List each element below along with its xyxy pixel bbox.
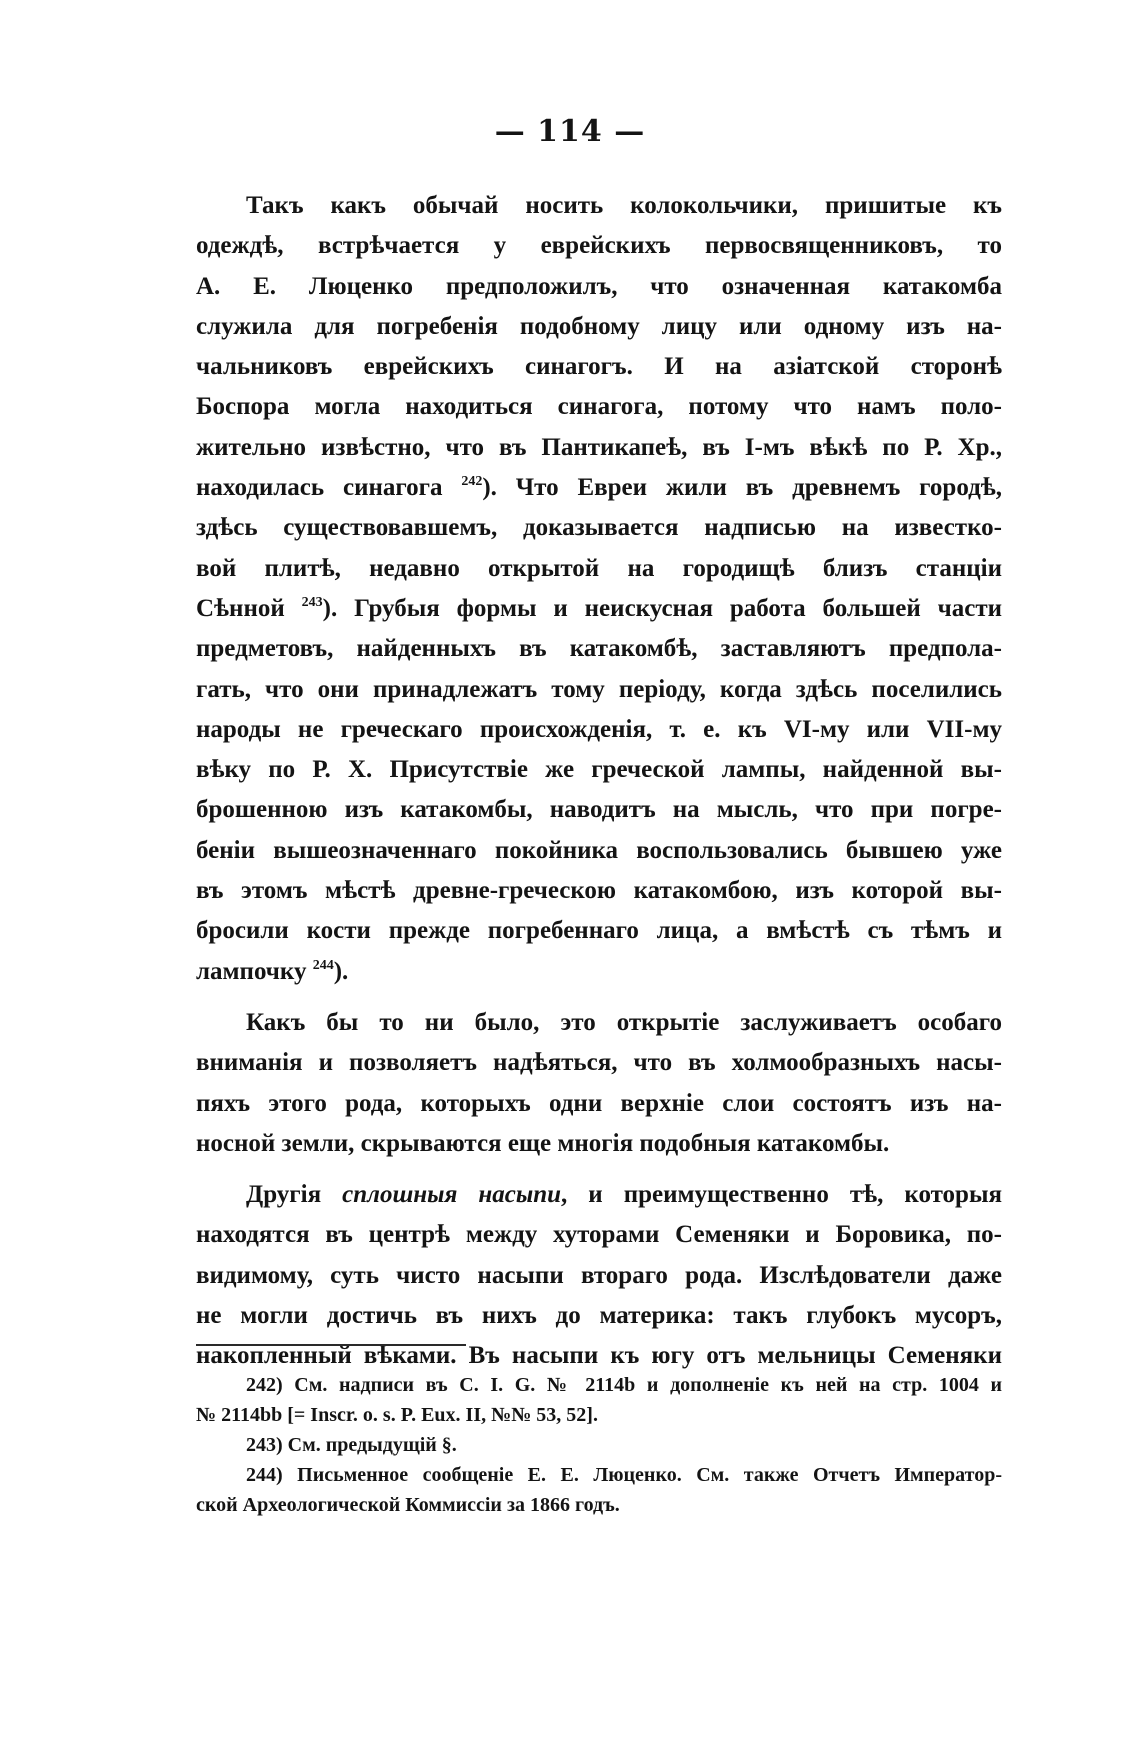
footnote-ref: 244 — [312, 957, 334, 973]
text-line — [196, 1175, 1002, 1215]
text-line: вниманія и позволяетъ надѣяться, что въ холмообразныхъ насы- — [196, 1049, 1002, 1077]
footnote-line: ской Археологической Коммиссіи за 1866 годъ. — [196, 1494, 620, 1516]
page-number: — 114 — — [494, 114, 646, 149]
paragraph-1 — [196, 186, 1002, 992]
text-line: не могли достичь въ нихъ до материка: такъ глубокъ мусоръ, — [196, 1302, 1002, 1330]
text-line: вѣку по Р. Х. Присутствіе же греческой лампы, найденной вы- — [196, 756, 1002, 784]
text-line: одеждѣ, встрѣчается у еврейскихъ первосвященниковъ, то — [196, 232, 1002, 260]
text-line: А. Е. Люценко предположилъ, что означенная катакомба — [196, 272, 1002, 300]
text-line: вой плитѣ, недавно открытой на городищѣ близъ станціи — [196, 554, 1002, 582]
text-line: Такъ какъ обычай носить колокольчики, пришитые къ — [246, 192, 1002, 219]
text-line: предметовъ, найденныхъ въ катакомбѣ, заставляютъ предпола- — [196, 635, 1002, 663]
text-line — [196, 468, 1002, 508]
text-line: въ этомъ мѣстѣ древне-греческою катакомбою, изъ которой вы- — [196, 877, 1002, 905]
text-line: видимому, суть чисто насыпи втораго рода. Изслѣдователи даже — [196, 1261, 1002, 1289]
text-line: Боспора могла находиться синагога, потому что намъ поло- — [196, 393, 1002, 421]
text-line: чальниковъ еврейскихъ синагогъ. И на азіатской сторонѣ — [196, 353, 1002, 381]
footnote-line: № 2114bb [= Inscr. o. s. P. Eux. II, №№ 53, 52]. — [196, 1404, 598, 1426]
text-line: служила для погребенія подобному лицу или одному изъ на- — [196, 312, 1002, 340]
text-line: здѣсь существовавшемъ, доказывается надписью на известко- — [196, 514, 1002, 542]
text-line: бросили кости прежде погребеннаго лица, а вмѣстѣ съ тѣмъ и — [196, 917, 1002, 945]
footnote-ref: 242 — [461, 474, 483, 490]
text-line: беніи вышеозначеннаго покойника воспользовались бывшею уже — [196, 836, 1002, 864]
text-segment: лампочку — [196, 957, 307, 985]
footnote-divider — [196, 1344, 466, 1346]
text-line: народы не греческаго происхожденія, т. е. къ VI-му или VII-му — [196, 715, 1002, 743]
footnote-line: 242) См. надписи въ C. I. G. № 2114b и дополненіе къ ней на стр. 1004 и — [246, 1374, 1002, 1396]
text-line — [196, 589, 1002, 629]
text-segment: Сѣнной — [196, 594, 285, 622]
footnote-line: 244) Письменное сообщеніе Е. Е. Люценко. См. также Отчетъ Император- — [246, 1464, 1002, 1486]
text-line: носной земли, скрываются еще многія подобныя катакомбы. — [196, 1129, 890, 1157]
text-line: жительно извѣстно, что въ Пантикапеѣ, въ I-мъ вѣкѣ по Р. Хр., — [196, 433, 1002, 461]
paragraph-2 — [196, 1003, 1002, 1164]
text-segment: находилась синагога — [196, 474, 443, 502]
paragraph-3 — [196, 1175, 1002, 1376]
italic-term: сплошныя насыпи — [342, 1181, 562, 1209]
text-line: брошенною изъ катакомбы, наводитъ на мысль, что при погре- — [196, 796, 1002, 824]
text-segment: ). — [333, 957, 349, 985]
text-line — [196, 952, 1002, 992]
text-segment: , и преимущественно тѣ, которыя — [561, 1181, 1002, 1209]
text-line: находятся въ центрѣ между хуторами Семеняки и Боровика, по- — [196, 1221, 1002, 1249]
text-line: гать, что они принадлежатъ тому періоду, когда здѣсь поселились — [196, 675, 1002, 703]
text-segment: ). Что Евреи жили въ древнемъ городѣ, — [482, 474, 1002, 502]
footnote-ref: 243 — [301, 594, 323, 610]
text-line: Какъ бы то ни было, это открытіе заслуживаетъ особаго — [246, 1008, 1002, 1036]
text-segment: ). Грубыя формы и неискусная работа большей части — [322, 594, 1002, 622]
footnotes — [196, 1370, 1002, 1520]
footnote-line: 243) См. предыдущій §. — [246, 1434, 457, 1456]
text-segment: Другія — [246, 1181, 322, 1209]
text-line: накопленный вѣками. Въ насыпи къ югу отъ мельницы Семеняки — [196, 1342, 1002, 1370]
text-line: пяхъ этого рода, которыхъ одни верхніе слои состоятъ изъ на- — [196, 1089, 1002, 1117]
main-text — [196, 186, 1002, 1377]
